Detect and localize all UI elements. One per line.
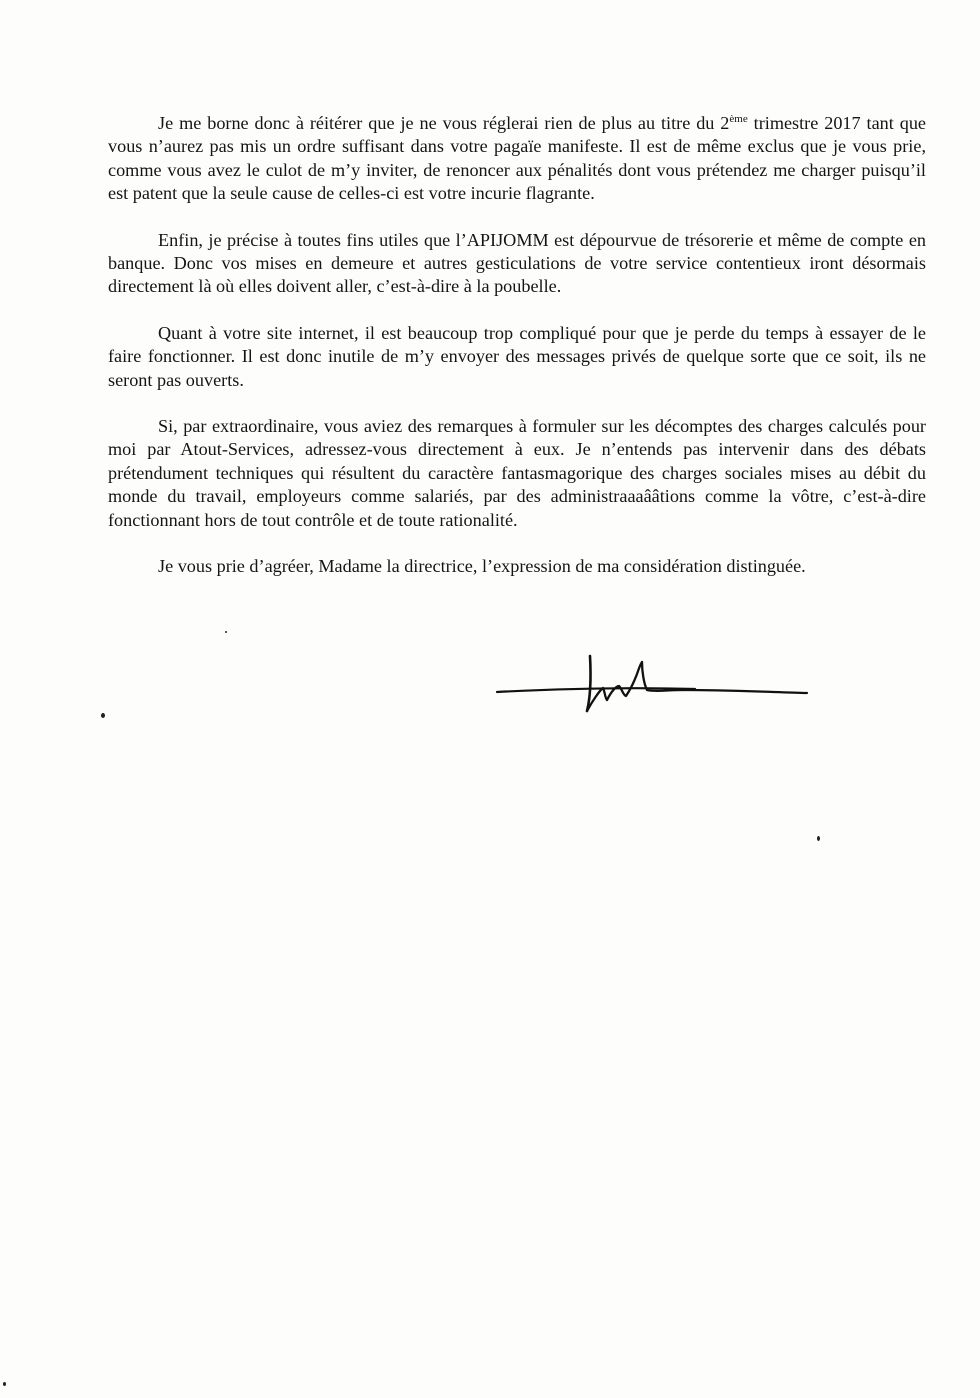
letter-body: [108, 112, 926, 602]
paragraph-charges: Si, par extraordinaire, vous aviez des remarques à formuler sur les décomptes des charges calculés pour moi par Atout-Services, adressez-vous directement à eux. Je n’entends pas intervenir dans des débats prétendument techniques qui résultent du caractère fantasmagorique des charges sociales mises au débit du monde du travail, employeurs comme salariés, par des administraaaââtions comme la vôtre, c’est-à-dire fonctionnant hors de tout contrôle et de toute rationalité.: [108, 416, 926, 530]
paragraph-text-start: Je me borne donc à réitérer que je ne vous réglerai rien de plus au titre du 2: [158, 113, 730, 133]
ink-speck: [225, 631, 227, 633]
ordinal-superscript: ème: [729, 113, 748, 125]
ink-speck: [3, 1382, 6, 1386]
ink-speck: [817, 836, 820, 841]
paragraph-website: Quant à votre site internet, il est beaucoup trop compliqué pour que je perde du temps à essayer de le faire fonctionner. Il est donc inutile de m’y envoyer des messages privés de quelque sorte que ce soit, ils ne seront pas ouverts.: [108, 322, 926, 390]
ink-speck: [101, 713, 105, 718]
paragraph-payment-refusal: [108, 112, 926, 206]
paragraph-text-end: trimestre 2017 tant que vous n’aurez pas mis un ordre suffisant dans votre pagaïe manifeste. Il est de même exclus que je vous prie, comme vous avez le culot de m’y inviter, de renoncer aux pénalités dont vous prétendez me charger puisqu’il est patent que la seule cause de celles-ci est votre incurie flagrante.: [108, 113, 926, 204]
signature-icon: [495, 640, 815, 720]
closing-formula: Je vous prie d’agréer, Madame la directrice, l’expression de ma considération distinguée.: [158, 556, 806, 577]
paragraph-treasury: Enfin, je précise à toutes fins utiles que l’APIJOMM est dépourvue de trésorerie et même de compte en banque. Donc vos mises en demeure et autres gesticulations de votre service contentieux iront désormais directement là où elles doivent aller, c’est-à-dire à la poubelle.: [108, 229, 926, 297]
